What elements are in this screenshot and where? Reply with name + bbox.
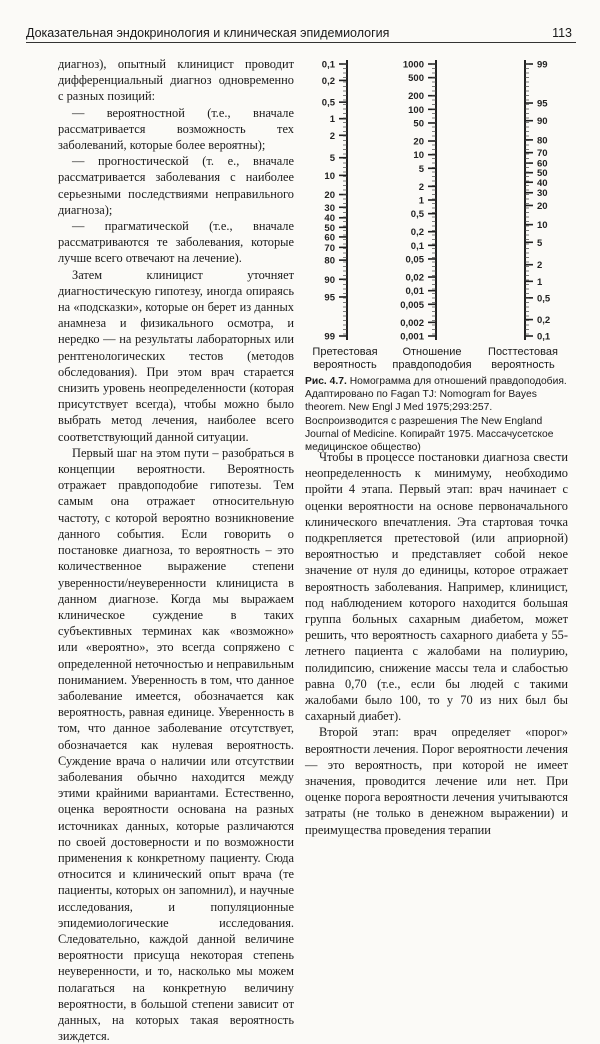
lr-tick-label: 2 (418, 181, 424, 193)
lr-tick-label: 1 (418, 195, 424, 207)
post-tick-label: 99 (537, 59, 548, 71)
pre-tick-label: 0,5 (321, 97, 335, 109)
pre-tick-label: 2 (329, 130, 335, 142)
post-tick-label: 60 (537, 158, 548, 170)
figure-caption (305, 375, 569, 454)
pre-tick-label: 90 (324, 274, 335, 286)
lr-tick-label: 1000 (402, 59, 424, 71)
nomogram-figure (305, 54, 567, 374)
pre-tick-label: 10 (324, 170, 335, 182)
post-tick-label: 30 (537, 188, 548, 200)
left-column (58, 56, 294, 1044)
lr-tick-label: 0,005 (400, 299, 424, 311)
list-item: — вероятностной (т.е., вначале рассматривается возможность тех заболеваний, которые более вероятны); (58, 105, 294, 153)
paragraph: Чтобы в процессе постановки диагноза свести неопределенность к минимуму, необходимо пройти 4 этапа. Первый этап: врач начинает с оценки вероятности на основе первоначального клинического впечатления. Эта стартовая точка подкрепляется претестовой (или априорной) вероятностью и представляет собой некое значение от нуля до единицы, которое отражает вероятность заболевания. Например, клиницист, под наблюдением которого находится большая группа больных сахарным диабетом, может решить, что вероятность сахарного диабета у 55-летнего пациента с жалобами на полиурию, полидипсию, снижение массы тела и слабостью равна 0,70 (т.е., если бы людей с такими жалобами было 100, то у 70 из них был бы сахарный диабет). (305, 450, 568, 724)
page-header (26, 22, 576, 43)
running-head: Доказательная эндокринология и клиническая эпидемиология (26, 26, 390, 40)
lr-tick-label: 0,001 (400, 331, 424, 343)
list-item: — прагматической (т.е., вначале рассматриваются те заболевания, которые лучше всего отвечают на лечение). (58, 219, 294, 266)
paragraph: Второй этап: врач определяет «порог» вероятности лечения. Порог вероятности лечения — это вероятность, при которой не имеет значения, проводится лечение или нет. При оценке порога вероятности лечения учитываются затраты (не только в денежном выражении) и преимущества проведения терапии (305, 725, 568, 837)
pre-tick-label: 50 (324, 222, 335, 234)
post-tick-label: 70 (537, 148, 548, 160)
post-tick-label: 90 (537, 116, 548, 128)
lr-tick-label: 0,01 (405, 286, 424, 298)
post-tick-label: 10 (537, 220, 548, 232)
lr-tick-label: 0,002 (400, 317, 424, 329)
pre-tick-label: 20 (324, 190, 335, 202)
lr-tick-label: 10 (413, 150, 424, 162)
lr-tick-label: 100 (408, 104, 424, 116)
pre-tick-label: 1 (329, 114, 335, 126)
paragraph: диагноз), опытный клиницист проводит дифференциальный диагноз одновременно с разных позиций: (58, 57, 294, 104)
page-number: 113 (552, 26, 572, 40)
post-tick-label: 40 (537, 177, 548, 189)
lr-tick-label: 200 (408, 91, 424, 103)
posttest-caption: Посттестовая вероятность (488, 346, 558, 371)
pre-tick-label: 0,2 (321, 75, 335, 87)
pre-tick-label: 60 (324, 232, 335, 244)
right-column (305, 449, 568, 838)
paragraph: Затем клиницист уточняет диагностическую гипотезу, иногда опираясь на «подсказки», которые он берет из данных анамнеза и физикального осмотра, и нередко — на результаты лабораторных или рентгенологических тестов (методов обследования). При этом врач старается снизить уровень неопределенности (которая присутствует всегда), чтобы можно было выбрать метод лечения, наиболее всего соответствующий данной ситуации. (58, 267, 294, 444)
lr-tick-label: 0,1 (410, 240, 424, 252)
pre-tick-label: 70 (324, 242, 335, 254)
post-tick-label: 0,2 (537, 315, 551, 327)
lr-tick-label: 50 (413, 118, 424, 130)
post-tick-label: 2 (537, 260, 543, 272)
pre-tick-label: 80 (324, 255, 335, 267)
pretest-caption: Претестовая вероятность (312, 346, 378, 371)
pre-tick-label: 5 (329, 153, 335, 165)
post-tick-label: 50 (537, 168, 548, 180)
pre-tick-label: 99 (324, 331, 335, 343)
post-tick-label: 5 (537, 237, 543, 249)
pre-tick-label: 95 (324, 292, 335, 304)
paragraph: Первый шаг на этом пути – разобраться в концепции вероятности. Вероятность отражает правдоподобие гипотезы. Тем самым она отражает относительную частоту, с которой вероятно возникновение данного события. Если говорить о постановке диагноза, то вероятность – это количественное выражение степени уверенности/неуверенности клинициста в данном диагнозе. Когда мы выражаем клиническое суждение в таких субъективных терминах как «возможно» или «вероятно», это всегда сопряжено с определенной неточностью и неправильным пониманием. Уверенность в том, что данное заболевание имеется, обозначается как вероятность, равная единице. Уверенность в том, что данное заболевание отсутствует, обозначается как нулевая вероятность. Суждение врача о наличии или отсутствии заболевания обычно находится между этими крайними вариантами. Естественно, оценка вероятности основана на разных источниках данных, которые различаются по своей достоверности и по возможности применения к конкретному пациенту. Сюда относится и клинический опыт врача (те пациенты, которых он запомнил), и научные исследования, и популяционные эпидемиологические исследования. Следовательно, каждой данной величине вероятности присуща некоторая степень неуверенности, и то, насколько мы можем полагаться на конкретную величину вероятности, в большой степени зависит от данных, на которых такая вероятность зиждется. (58, 445, 294, 1044)
lr-tick-label: 500 (408, 73, 424, 85)
pre-tick-label: 30 (324, 202, 335, 214)
pre-tick-label: 0,1 (321, 59, 335, 71)
lr-tick-label: 0,05 (405, 254, 424, 266)
lr-tick-label: 5 (418, 163, 424, 175)
post-tick-label: 20 (537, 200, 548, 212)
lr-tick-label: 20 (413, 136, 424, 148)
figure-caption-text: Номограмма для отношений правдоподобия. Адаптировано по Fagan TJ: Nomogram for Bayes theorem. New Engl J Med 1975;293:257. Воспроизводится с разрешения The New England Journal of Medicine. Копирайт 1975. Массачусетское медицинское общество) (305, 376, 567, 454)
post-tick-label: 0,1 (537, 331, 551, 343)
figure-caption-label: Рис. 4.7. (305, 376, 347, 387)
post-tick-label: 95 (537, 98, 548, 110)
lr-tick-label: 0,5 (410, 209, 424, 221)
likelihood-ratio-caption: Отношение правдоподобия (392, 346, 472, 371)
list-item: — прогностической (т. е., вначале рассматривается заболевания с наиболее серьезными последствиями неправильного диагноза); (58, 154, 294, 217)
lr-tick-label: 0,02 (405, 272, 424, 284)
post-tick-label: 80 (537, 135, 548, 147)
nomogram-svg (305, 54, 567, 374)
lr-tick-label: 0,2 (410, 227, 424, 239)
pre-tick-label: 40 (324, 213, 335, 225)
post-tick-label: 0,5 (537, 293, 551, 305)
post-tick-label: 1 (537, 276, 543, 288)
